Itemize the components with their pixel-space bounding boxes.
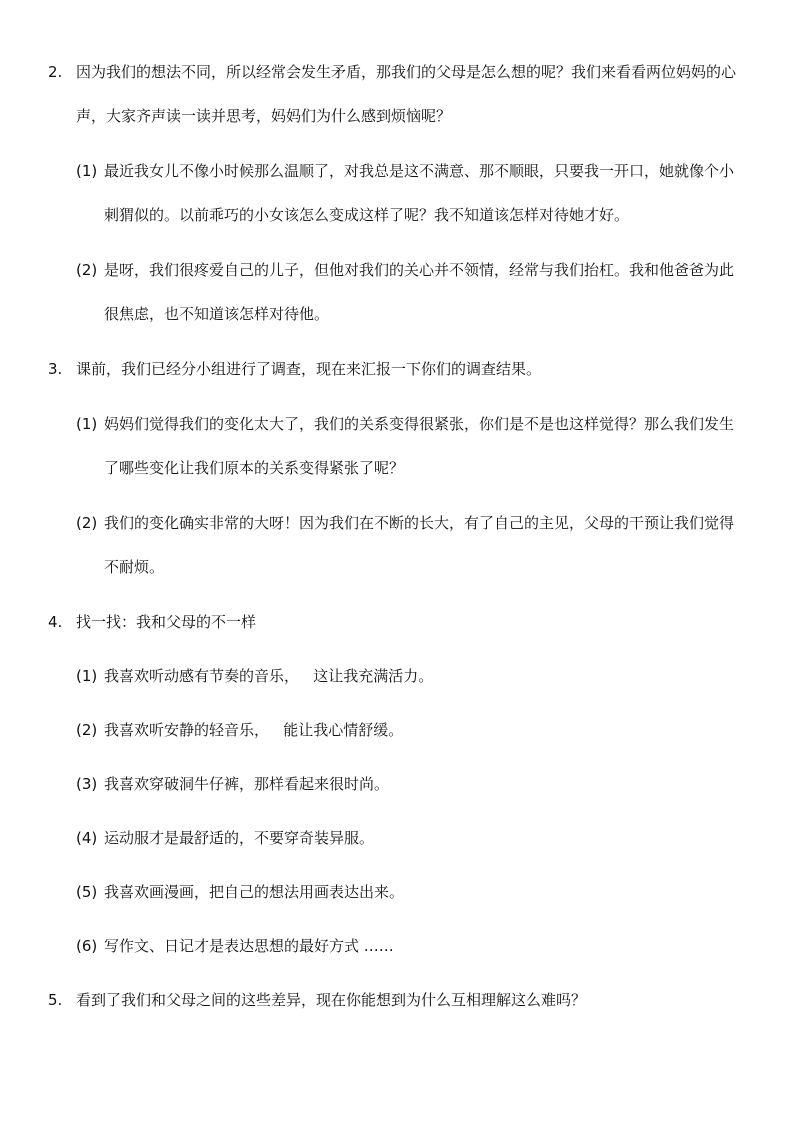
item-number: 4.	[48, 613, 63, 631]
sub-item-4-5	[76, 870, 748, 914]
item-number: 2.	[48, 63, 63, 81]
sub-item-text: 我喜欢画漫画，把自己的想法用画表达出来。	[104, 883, 405, 901]
sub-item-number: (4)	[76, 829, 98, 847]
sub-item-text: 我喜欢听安静的轻音乐， 能让我心情舒缓。	[104, 721, 404, 739]
sub-item-number: (1)	[76, 162, 98, 180]
sub-item-4-4	[76, 816, 748, 860]
sub-item-3-1	[76, 402, 748, 490]
sub-item-text: 我喜欢听动感有节奏的音乐， 这让我充满活力。	[104, 667, 434, 685]
sub-item-text: 我喜欢穿破洞牛仔裤，那样看起来很时尚。	[104, 775, 390, 793]
item-text: 因为我们的想法不同，所以经常会发生矛盾，那我们的父母是怎么想的呢？我们来看看两位妈妈的心声，大家齐声读一读并思考，妈妈们为什么感到烦恼呢？	[76, 63, 737, 125]
list-item-5	[48, 978, 748, 1022]
sub-item-number: (1)	[76, 415, 98, 433]
sub-item-number: (2)	[76, 514, 98, 532]
sub-item-number: (6)	[76, 937, 98, 955]
sub-item-4-6	[76, 924, 748, 968]
sub-item-number: (3)	[76, 775, 98, 793]
sub-item-number: (2)	[76, 261, 98, 279]
item-number: 3.	[48, 360, 63, 378]
sub-item-text: 是呀，我们很疼爱自己的儿子，但他对我们的关心并不领情，经常与我们抬杠。我和他爸爸为此很焦虑，也不知道该怎样对待他。	[104, 261, 735, 323]
list-item-4	[48, 600, 748, 644]
sub-item-text: 写作文、日记才是表达思想的最好方式 ……	[104, 937, 394, 955]
sub-item-text: 妈妈们觉得我们的变化太大了，我们的关系变得很紧张，你们是不是也这样觉得？那么我们发生了哪些变化让我们原本的关系变得紧张了呢？	[104, 415, 735, 477]
sub-item-4-3	[76, 762, 748, 806]
sub-item-text: 我们的变化确实非常的大呀！因为我们在不断的长大，有了自己的主见，父母的干预让我们觉得不耐烦。	[104, 514, 735, 576]
sub-item-3-2	[76, 501, 748, 589]
item-text: 看到了我们和父母之间的这些差异，现在你能想到为什么互相理解这么难吗？	[76, 991, 587, 1009]
item-text: 课前，我们已经分小组进行了调查，现在来汇报一下你们的调查结果。	[76, 360, 542, 378]
sub-item-number: (1)	[76, 667, 98, 685]
list-item-3	[48, 347, 748, 391]
item-number: 5.	[48, 991, 63, 1009]
sub-item-2-2	[76, 248, 748, 336]
sub-item-4-2	[76, 708, 748, 752]
sub-item-4-1	[76, 654, 748, 698]
sub-item-text: 最近我女儿不像小时候那么温顺了，对我总是这不满意、那不顺眼，只要我一开口，她就像个小刺猬似的。以前乖巧的小女该怎么变成这样了呢？我不知道该怎样对待她才好。	[104, 162, 735, 224]
sub-item-text: 运动服才是最舒适的，不要穿奇装异服。	[104, 829, 375, 847]
sub-item-2-1	[76, 149, 748, 237]
item-text: 找一找：我和父母的不一样	[76, 613, 257, 631]
sub-item-number: (2)	[76, 721, 98, 739]
sub-item-number: (5)	[76, 883, 98, 901]
list-item-2	[48, 50, 748, 138]
